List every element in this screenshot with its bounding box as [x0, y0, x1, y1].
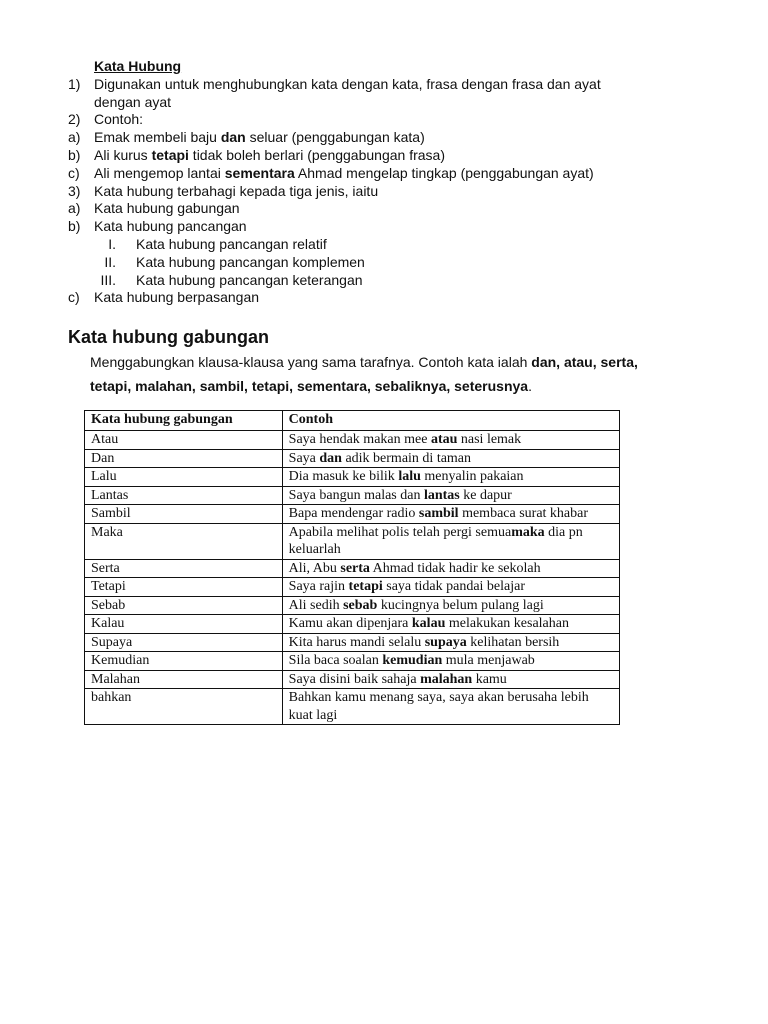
example-conjunction: tetapi: [348, 579, 383, 594]
example-text: Saya bangun malas dan: [288, 487, 424, 503]
list-marker: a): [68, 129, 81, 146]
list-marker: I.: [108, 235, 116, 252]
table-header-row: [85, 411, 620, 431]
example-text: menyalin pakaian: [420, 469, 524, 484]
table-cell-example: [282, 578, 619, 597]
list-subitem: [68, 236, 748, 254]
table-row: [85, 431, 620, 450]
example-text: kucingnya belum pulang lagi: [377, 597, 544, 613]
table-cell-word: Maka: [85, 523, 283, 559]
example-text: membaca surat khabar: [458, 506, 589, 521]
example-conjunction: malahan: [420, 671, 473, 687]
table-row: [85, 670, 620, 689]
list-marker: III.: [100, 271, 116, 288]
example-text: kelihatan bersih: [466, 634, 560, 650]
list-text: Contoh:: [94, 111, 144, 128]
table-cell-example: [282, 689, 619, 725]
example-conjunction: sambil: [418, 506, 459, 521]
example-text: ke dapur: [459, 487, 512, 503]
paragraph-text: .: [528, 378, 532, 394]
list-text-part: seluar (penggabungan kata): [245, 129, 425, 146]
section-heading: Kata hubung gabungan: [68, 327, 269, 347]
list-text-bold: sementara: [224, 164, 295, 181]
example-conjunction: kalau: [411, 616, 446, 631]
table-row: [85, 689, 620, 725]
list-text: Kata hubung pancangan: [94, 218, 247, 235]
table-cell-word: Dan: [85, 449, 283, 468]
example-text: Saya: [288, 450, 320, 466]
list-item: [68, 129, 748, 147]
list-marker: c): [68, 289, 80, 306]
list-item: [68, 111, 748, 129]
list-text: Kata hubung gabungan: [94, 200, 240, 217]
table-cell-word: Atau: [85, 431, 283, 450]
list-subitem: [68, 254, 748, 272]
table-cell-word: bahkan: [85, 689, 283, 725]
table-row: [85, 596, 620, 615]
example-text: Sila baca soalan: [288, 653, 383, 668]
list-text-bold: dan: [220, 129, 246, 146]
table-cell-word: Kemudian: [85, 652, 283, 671]
list-text-part: tidak boleh berlari (penggabungan frasa): [188, 146, 445, 163]
example-conjunction: lalu: [398, 469, 421, 484]
table-cell-word: Serta: [85, 559, 283, 578]
intro-title: Kata Hubung: [94, 58, 182, 74]
example-text: Kita harus mandi selalu: [288, 634, 425, 650]
table-row: [85, 486, 620, 505]
table-row: [85, 615, 620, 634]
list-marker: b): [68, 146, 81, 163]
table-cell-word: Malahan: [85, 670, 283, 689]
table-row: [85, 578, 620, 597]
example-text: adik bermain di taman: [341, 450, 472, 466]
example-conjunction: sebab: [343, 597, 378, 613]
list-subitem: [68, 272, 748, 290]
example-text: Kamu akan dipenjara: [288, 616, 412, 631]
example-text: Apabila melihat polis telah pergi semua: [288, 524, 512, 540]
table-row: [85, 559, 620, 578]
list-marker: c): [68, 164, 80, 181]
example-conjunction: kemudian: [382, 653, 443, 668]
list-marker: 2): [68, 111, 81, 128]
example-text: melakukan kesalahan: [445, 616, 569, 631]
table-row: [85, 652, 620, 671]
list-text-part: Ali kurus: [94, 146, 152, 163]
list-text: Digunakan untuk menghubungkan kata dengan kata, frasa dengan frasa dan ayat: [94, 75, 601, 92]
list-text: [94, 129, 425, 147]
example-text: nasi lemak: [457, 432, 522, 447]
table-cell-example: [282, 468, 619, 487]
list-text-part: Emak membeli baju: [94, 129, 221, 146]
table-row: [85, 523, 620, 559]
table-cell-example: [282, 652, 619, 671]
table-header-word: Kata hubung gabungan: [85, 411, 283, 431]
table-row: [85, 468, 620, 487]
table-row: [85, 633, 620, 652]
list-item: [68, 200, 748, 218]
list-item: [68, 165, 748, 183]
list-marker: II.: [104, 253, 116, 270]
table-cell-example: [282, 670, 619, 689]
example-text: Dia masuk ke bilik: [288, 469, 399, 484]
table-cell-example: [282, 559, 619, 578]
example-text: Bapa mendengar radio: [288, 506, 419, 521]
example-text: Saya rajin: [288, 579, 349, 594]
intro-title-line: [68, 58, 748, 76]
table-body: [85, 431, 620, 725]
list-text: Kata hubung pancangan keterangan: [136, 271, 363, 288]
paragraph-text: Menggabungkan klausa-klausa yang sama tarafnya. Contoh kata ialah: [90, 354, 532, 370]
table-cell-word: Lantas: [85, 486, 283, 505]
list-item: [68, 218, 748, 236]
example-conjunction: supaya: [424, 634, 467, 650]
list-text-part: Ali mengemop lantai: [94, 164, 225, 181]
list-item: [68, 94, 748, 112]
intro-list: [68, 58, 748, 307]
list-item: [68, 76, 748, 94]
example-conjunction: lantas: [423, 487, 460, 503]
table-header-example: Contoh: [282, 411, 619, 431]
example-text: Ahmad tidak hadir ke sekolah: [369, 560, 541, 576]
example-text: dia pn keluarlah: [288, 524, 583, 557]
list-item: [68, 147, 748, 165]
example-text: saya tidak pandai belajar: [382, 579, 526, 594]
table-row: [85, 449, 620, 468]
example-conjunction: dan: [319, 450, 342, 466]
table-cell-example: [282, 486, 619, 505]
table-cell-example: [282, 596, 619, 615]
example-text: Saya disini baik sahaja: [288, 671, 421, 687]
list-text: [94, 147, 445, 165]
list-text-bold: tetapi: [151, 146, 189, 163]
example-text: Ali sedih: [288, 597, 344, 613]
table-cell-example: [282, 505, 619, 524]
list-text: Kata hubung terbahagi kepada tiga jenis, iaitu: [94, 182, 379, 199]
example-text: Ali, Abu: [288, 560, 341, 576]
list-text: dengan ayat: [94, 93, 172, 110]
list-text: Kata hubung pancangan relatif: [136, 235, 327, 252]
table-cell-word: Tetapi: [85, 578, 283, 597]
table-cell-example: [282, 431, 619, 450]
example-conjunction: atau: [430, 432, 458, 447]
conjunction-table: [84, 410, 620, 725]
list-marker: a): [68, 200, 81, 217]
list-marker: 3): [68, 182, 81, 199]
example-conjunction: maka: [511, 524, 545, 540]
table-cell-example: [282, 633, 619, 652]
list-marker: 1): [68, 75, 81, 92]
table-cell-word: Sebab: [85, 596, 283, 615]
list-text: Kata hubung berpasangan: [94, 289, 260, 306]
table-cell-example: [282, 523, 619, 559]
example-text: mula menjawab: [442, 653, 535, 668]
section-paragraph: [90, 350, 680, 398]
example-text: kamu: [472, 671, 507, 687]
example-conjunction: serta: [340, 560, 370, 576]
list-item: [68, 289, 748, 307]
table-cell-word: Supaya: [85, 633, 283, 652]
table-row: [85, 505, 620, 524]
table-cell-example: [282, 449, 619, 468]
table-cell-word: Kalau: [85, 615, 283, 634]
paragraph-bold: dan, atau, serta, tetapi, malahan, sambil, tetapi, sementara, sebaliknya, seterusnya: [90, 354, 638, 394]
example-text: Bahkan kamu menang saya, saya akan berusaha lebih kuat lagi: [288, 690, 589, 723]
table-cell-example: [282, 615, 619, 634]
example-text: Saya hendak makan mee: [288, 432, 431, 447]
list-item: [68, 183, 748, 201]
table-cell-word: Lalu: [85, 468, 283, 487]
list-marker: b): [68, 218, 81, 235]
list-text-part: Ahmad mengelap tingkap (penggabungan ayat): [294, 164, 594, 181]
list-text: [94, 165, 594, 183]
list-text: Kata hubung pancangan komplemen: [136, 253, 365, 270]
table-cell-word: Sambil: [85, 505, 283, 524]
